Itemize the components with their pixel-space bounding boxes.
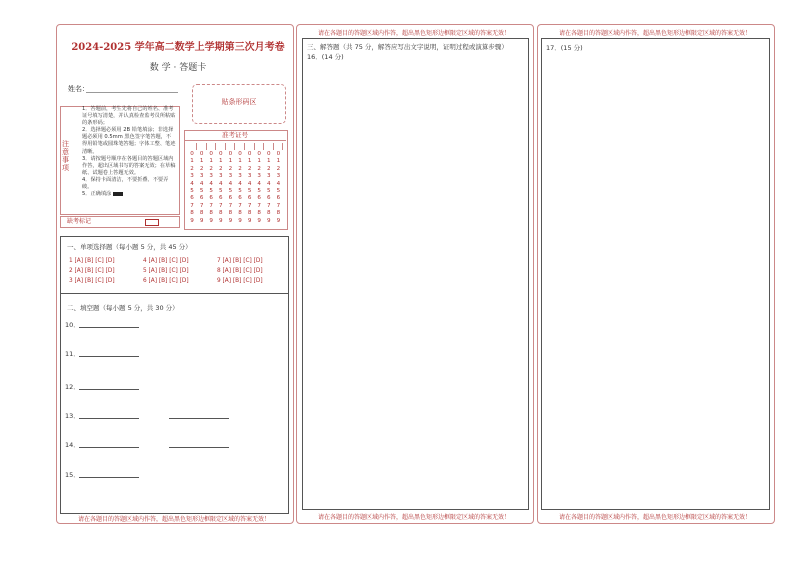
ticket-digit-bubble[interactable]: 7 — [228, 202, 233, 209]
ticket-digit-bubble[interactable]: 7 — [257, 202, 261, 209]
ticket-digit-bubble[interactable]: 1 — [199, 158, 204, 165]
ticket-digit-bubble[interactable]: 6 — [267, 195, 271, 202]
ticket-digit-bubble[interactable]: 8 — [267, 210, 271, 217]
ticket-digit-bubble[interactable]: 1 — [247, 158, 252, 165]
section-divider — [61, 293, 288, 294]
ticket-digit-column — [255, 151, 263, 225]
ticket-write-cell[interactable] — [265, 143, 274, 150]
ticket-digit-bubble[interactable]: 4 — [267, 180, 271, 187]
mcq-q8[interactable]: 8 [A] [B] [C] [D] — [217, 268, 263, 274]
ticket-digit-bubble[interactable]: 3 — [267, 173, 271, 180]
name-field[interactable] — [86, 92, 178, 93]
warning-header-right: 请在各题目的答题区域内作答，超出黑色矩形边框限定区域的答案无效！ — [558, 30, 751, 37]
ticket-digit-bubble[interactable]: 3 — [219, 173, 223, 180]
ticket-digit-column — [265, 151, 273, 225]
mcq-q2[interactable]: 2 [A] [B] [C] [D] — [69, 268, 115, 274]
ticket-write-cell[interactable] — [255, 143, 264, 150]
ticket-digit-bubble[interactable]: 7 — [238, 202, 242, 209]
section3-title: 三、解答题（共 75 分，解答应写出文字说明，证明过程或演算步骤） — [307, 43, 508, 51]
ticket-write-cell[interactable] — [207, 143, 216, 150]
warning-footer-right: 请在各题目的答题区域内作答，超出黑色矩形边框限定区域的答案无效！ — [558, 514, 751, 521]
ticket-write-cell[interactable] — [188, 143, 197, 150]
ticket-write-cell[interactable] — [217, 143, 226, 150]
ticket-digit-bubble[interactable]: 3 — [257, 173, 261, 180]
ticket-digit-bubble[interactable]: 8 — [238, 210, 242, 217]
ticket-digit-bubble[interactable]: 0 — [238, 151, 242, 157]
ticket-digit-bubble[interactable]: 3 — [209, 173, 213, 180]
ticket-digit-bubble[interactable]: 0 — [267, 151, 271, 157]
ticket-digit-bubble[interactable]: 0 — [257, 151, 261, 157]
ticket-digit-bubble[interactable]: 2 — [276, 165, 281, 172]
ticket-digit-bubble[interactable]: 2 — [267, 165, 271, 172]
blank-label-15: 15． — [65, 471, 80, 479]
ticket-digit-bubble[interactable]: 9 — [267, 217, 271, 224]
ticket-digit-bubble[interactable]: 6 — [190, 195, 194, 202]
ticket-digit-column — [274, 151, 282, 225]
ticket-digit-bubble[interactable]: 2 — [247, 165, 252, 172]
ticket-digit-bubble[interactable]: 1 — [209, 158, 213, 165]
ticket-digit-bubble[interactable]: 0 — [209, 151, 213, 157]
blank-label-10: 10． — [65, 321, 80, 329]
answer-box-17[interactable] — [541, 38, 770, 510]
section1-title: 一、单项选择题（每小题 5 分，共 45 分） — [67, 243, 192, 251]
ticket-digit-bubble[interactable]: 8 — [247, 210, 252, 217]
ticket-digit-bubble[interactable]: 1 — [257, 158, 261, 165]
question-17-label: 17．(15 分) — [546, 44, 583, 52]
ticket-digit-bubble[interactable]: 6 — [209, 195, 213, 202]
ticket-digit-bubble[interactable]: 6 — [219, 195, 223, 202]
objective-section-box — [60, 236, 289, 514]
ticket-digit-bubble[interactable]: 9 — [276, 217, 281, 224]
ticket-digit-bubble[interactable]: 0 — [219, 151, 223, 157]
ticket-digit-bubble[interactable]: 9 — [228, 217, 233, 224]
ticket-digit-bubble[interactable]: 7 — [209, 202, 213, 209]
blank-answer-13a[interactable] — [79, 418, 139, 419]
ticket-digit-bubble[interactable]: 2 — [238, 165, 242, 172]
ticket-digit-bubble[interactable]: 9 — [219, 217, 223, 224]
notice-heading: 注 意 事 项 — [62, 140, 69, 172]
ticket-digit-bubble[interactable]: 7 — [190, 202, 194, 209]
ticket-digit-bubble[interactable]: 5 — [267, 188, 271, 195]
ticket-digit-bubble[interactable]: 8 — [257, 210, 261, 217]
ticket-digit-bubble[interactable]: 3 — [199, 173, 204, 180]
ticket-digit-bubble[interactable]: 3 — [190, 173, 194, 180]
ticket-digit-bubble[interactable]: 5 — [238, 188, 242, 195]
ticket-digit-bubble[interactable]: 4 — [247, 180, 252, 187]
blank-answer-14a[interactable] — [79, 447, 139, 448]
section2-title: 二、填空题（每小题 5 分，共 30 分） — [67, 304, 179, 312]
absent-label: 缺考标记 — [67, 218, 92, 225]
mcq-q7[interactable]: 7 [A] [B] [C] [D] — [217, 258, 263, 264]
ticket-write-cell[interactable] — [198, 143, 207, 150]
ticket-digit-column — [188, 151, 196, 225]
absent-mark-box — [60, 216, 180, 228]
notice-item: 5．正确填涂 — [82, 191, 176, 198]
ticket-digit-bubble[interactable]: 2 — [228, 165, 233, 172]
question-16-label: 16．(14 分) — [307, 53, 344, 61]
ticket-digit-bubble[interactable]: 2 — [199, 165, 204, 172]
ticket-digit-bubble[interactable]: 2 — [209, 165, 213, 172]
ticket-digit-bubble[interactable]: 0 — [247, 151, 252, 157]
ticket-digit-bubble[interactable]: 9 — [199, 217, 204, 224]
ticket-heading: 准考证号 — [184, 130, 286, 141]
ticket-digit-bubble[interactable]: 1 — [190, 158, 194, 165]
ticket-digit-bubble[interactable]: 5 — [209, 188, 213, 195]
warning-footer-middle: 请在各题目的答题区域内作答，超出黑色矩形边框限定区域的答案无效！ — [317, 514, 510, 521]
ticket-digit-bubble[interactable]: 9 — [209, 217, 213, 224]
mcq-q6[interactable]: 6 [A] [B] [C] [D] — [143, 278, 189, 284]
ticket-digit-bubble[interactable]: 4 — [257, 180, 261, 187]
ticket-digit-bubble[interactable]: 1 — [228, 158, 233, 165]
ticket-digit-bubble[interactable]: 8 — [228, 210, 233, 217]
ticket-digit-bubble[interactable]: 6 — [238, 195, 242, 202]
ticket-digit-bubble[interactable]: 8 — [199, 210, 204, 217]
mcq-q9[interactable]: 9 [A] [B] [C] [D] — [217, 278, 263, 284]
barcode-area — [192, 84, 286, 124]
ticket-digit-bubble[interactable]: 2 — [257, 165, 261, 172]
ticket-write-cell[interactable] — [236, 143, 245, 150]
blank-answer-12[interactable] — [79, 389, 139, 390]
blank-label-13: 13． — [65, 412, 80, 420]
ticket-digit-bubble[interactable]: 4 — [190, 180, 194, 187]
blank-answer-13b[interactable] — [169, 418, 229, 419]
ticket-digit-bubble[interactable]: 5 — [228, 188, 233, 195]
ticket-digit-column — [236, 151, 244, 225]
ticket-digit-bubble[interactable]: 4 — [209, 180, 213, 187]
ticket-digit-bubble[interactable]: 3 — [228, 173, 233, 180]
ticket-digit-bubble[interactable]: 9 — [257, 217, 261, 224]
ticket-digit-bubble[interactable]: 6 — [276, 195, 281, 202]
name-label: 姓名： — [68, 85, 89, 93]
ticket-digit-column — [226, 151, 234, 225]
blank-answer-14b[interactable] — [169, 447, 229, 448]
mcq-q3[interactable]: 3 [A] [B] [C] [D] — [69, 278, 115, 284]
page-subtitle: 数 学 · 答题卡 — [149, 63, 207, 73]
ticket-digit-bubble[interactable]: 1 — [238, 158, 242, 165]
ticket-digit-columns — [188, 143, 284, 227]
warning-header-middle: 请在各题目的答题区域内作答，超出黑色矩形边框限定区域的答案无效！ — [317, 30, 510, 37]
ticket-digit-bubble[interactable]: 9 — [190, 217, 194, 224]
ticket-digit-bubble[interactable]: 7 — [247, 202, 252, 209]
blank-answer-11[interactable] — [79, 356, 139, 357]
ticket-digit-bubble[interactable]: 5 — [276, 188, 281, 195]
ticket-digit-bubble[interactable]: 4 — [219, 180, 223, 187]
notice-item: 2．选择题必须用 2B 铅笔填涂；非选择题必须用 0.5mm 黑色签字笔答题，不得用铅笔或圆珠笔答题；字体工整、笔迹清晰。 — [82, 127, 176, 155]
ticket-digit-bubble[interactable]: 8 — [209, 210, 213, 217]
ticket-digit-column — [217, 151, 225, 225]
ticket-write-cell[interactable] — [274, 143, 283, 150]
mcq-q5[interactable]: 5 [A] [B] [C] [D] — [143, 268, 189, 274]
notice-item: 4．保持卡面清洁，不要折叠、不要弄破。 — [82, 176, 169, 191]
ticket-digit-bubble[interactable]: 6 — [228, 195, 233, 202]
ticket-digit-bubble[interactable]: 9 — [247, 217, 252, 224]
ticket-digit-bubble[interactable]: 0 — [276, 151, 281, 157]
notice-list — [82, 106, 176, 198]
ticket-write-cell[interactable] — [246, 143, 255, 150]
ticket-digit-bubble[interactable]: 5 — [247, 188, 252, 195]
blank-label-12: 12． — [65, 383, 80, 391]
ticket-digit-bubble[interactable]: 6 — [247, 195, 252, 202]
ticket-digit-bubble[interactable]: 4 — [199, 180, 204, 187]
ticket-digit-bubble[interactable]: 4 — [228, 180, 233, 187]
ticket-digit-bubble[interactable]: 2 — [190, 165, 194, 172]
ticket-digit-bubble[interactable]: 1 — [276, 158, 281, 165]
ticket-digit-bubble[interactable]: 7 — [199, 202, 204, 209]
ticket-digit-bubble[interactable]: 7 — [276, 202, 281, 209]
ticket-digit-bubble[interactable]: 8 — [276, 210, 281, 217]
ticket-digit-bubble[interactable]: 1 — [219, 158, 223, 165]
notice-item: 1．答题前，考生先将自己的姓名、准考证号填写清楚，并认真检查监考员所粘贴的条形码； — [82, 106, 176, 127]
ticket-digit-bubble[interactable]: 4 — [238, 180, 242, 187]
ticket-digit-column — [246, 151, 254, 225]
ticket-digit-bubble[interactable]: 8 — [190, 210, 194, 217]
ticket-digit-bubble[interactable]: 0 — [190, 151, 194, 157]
ticket-digit-bubble[interactable]: 6 — [199, 195, 204, 202]
ticket-digit-bubble[interactable]: 5 — [257, 188, 261, 195]
ticket-digit-bubble[interactable]: 7 — [219, 202, 223, 209]
ticket-digit-column — [198, 151, 206, 225]
ticket-digit-bubble[interactable]: 5 — [219, 188, 223, 195]
blank-answer-15[interactable] — [79, 477, 139, 478]
absent-checkbox[interactable] — [145, 219, 159, 226]
mcq-q4[interactable]: 4 [A] [B] [C] [D] — [143, 258, 189, 264]
blank-label-11: 11． — [65, 350, 80, 358]
ticket-digit-bubble[interactable]: 1 — [267, 158, 271, 165]
warning-footer-left: 请在各题目的答题区域内作答，超出黑色矩形边框限定区域的答案无效！ — [77, 516, 270, 523]
ticket-digit-bubble[interactable]: 5 — [199, 188, 204, 195]
ticket-digit-bubble[interactable]: 5 — [190, 188, 194, 195]
barcode-label: 贴条形码区 — [221, 98, 257, 106]
blank-label-14: 14． — [65, 441, 80, 449]
ticket-digit-bubble[interactable]: 0 — [228, 151, 233, 157]
ticket-digit-bubble[interactable]: 2 — [219, 165, 223, 172]
ticket-digit-bubble[interactable]: 4 — [276, 180, 281, 187]
ticket-digit-bubble[interactable]: 7 — [267, 202, 271, 209]
page-title: 2024-2025 学年高二数学上学期第三次月考卷 — [71, 42, 285, 53]
ticket-digit-bubble[interactable]: 3 — [276, 173, 281, 180]
blank-answer-10[interactable] — [79, 327, 139, 328]
ticket-digit-bubble[interactable]: 9 — [238, 217, 242, 224]
notice-item: 3．请按题号顺序在各题目的答题区域内作答，超出区域书写的答案无效；在草稿纸、试题卷上答题无效。 — [82, 155, 176, 176]
ticket-write-cell[interactable] — [226, 143, 235, 150]
answer-box-16[interactable] — [302, 38, 529, 510]
filled-sample-icon — [113, 192, 123, 196]
ticket-digit-column — [207, 151, 215, 225]
ticket-digit-bubble[interactable]: 3 — [247, 173, 252, 180]
mcq-q1[interactable]: 1 [A] [B] [C] [D] — [69, 258, 115, 264]
ticket-digit-bubble[interactable]: 6 — [257, 195, 261, 202]
ticket-digit-bubble[interactable]: 3 — [238, 173, 242, 180]
ticket-digit-bubble[interactable]: 0 — [199, 151, 204, 157]
ticket-digit-bubble[interactable]: 8 — [219, 210, 223, 217]
